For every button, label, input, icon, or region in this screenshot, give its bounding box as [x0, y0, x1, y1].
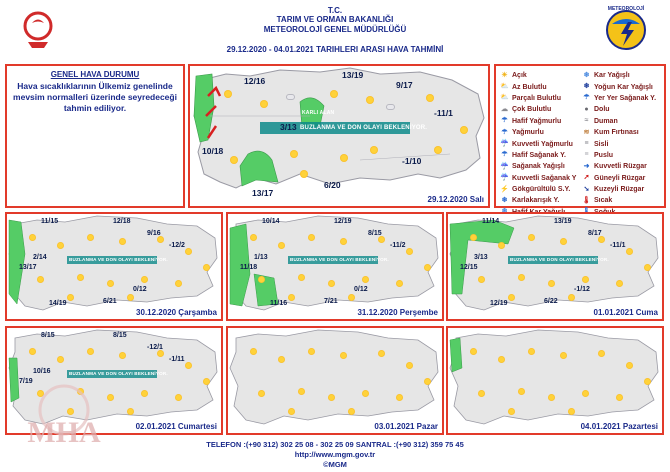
legend-item: ☂ Yağmurlu: [501, 128, 544, 137]
legend-item: ☂ Hafif Sağanak Y.: [501, 151, 566, 159]
temperature-label: -1/11: [169, 356, 185, 363]
header-directorate: METEOROLOJİ GENEL MÜDÜRLÜĞÜ: [263, 25, 407, 34]
sun-icon: [598, 236, 605, 243]
sun-icon: [508, 408, 515, 415]
frost-warning: BUZLANMA VE DON OLAYI BEKLENİYOR.: [69, 371, 168, 376]
sun-icon: [348, 294, 355, 301]
sun-icon: [378, 236, 385, 243]
sun-icon: [260, 100, 268, 108]
snow-area-label: KARLI ALAN: [302, 110, 335, 116]
north-wind-icon: ➘: [583, 185, 590, 193]
sun-icon: [141, 390, 148, 397]
legend-item: ➘ Kuzeyli Rüzgar: [583, 185, 645, 194]
main-temp: 13/19: [342, 70, 364, 80]
footer-copyright: ©MGM: [323, 460, 347, 469]
forecast-map-panel: [446, 326, 664, 435]
temperature-label: 10/14: [262, 218, 280, 225]
sun-icon: [230, 156, 238, 164]
temperature-label: 0/12: [354, 286, 368, 293]
heavy-snow-icon: ❄: [583, 83, 590, 91]
sun-icon: [185, 362, 192, 369]
sun-icon: [157, 236, 164, 243]
legend-item: ☀ Açık: [501, 71, 527, 80]
sun-icon: [616, 280, 623, 287]
legend-item: ≡ Puslu: [582, 150, 656, 161]
forecast-date-label: 01.01.2021 Cuma: [593, 308, 658, 317]
legend-column-2: [582, 70, 656, 218]
temperature-label: -12/1: [147, 344, 163, 351]
turkey-map: [228, 328, 446, 437]
legend-item: ≡ Sisli: [582, 138, 656, 149]
sun-icon: ☀: [501, 71, 508, 79]
sun-icon: [626, 248, 633, 255]
sun-icon: [57, 242, 64, 249]
sun-icon: [644, 264, 651, 271]
legend-item: ❄ Kar Yağışlı: [583, 71, 630, 80]
sun-icon: [568, 408, 575, 415]
sun-icon: [175, 280, 182, 287]
sun-icon: [185, 248, 192, 255]
hot-icon: 🌡: [582, 196, 591, 204]
sun-icon: [362, 276, 369, 283]
legend-panel: [494, 64, 666, 208]
header-tc: T.C.: [327, 6, 343, 15]
light-shower-icon: ☂: [501, 151, 508, 159]
main-temp: -11/1: [434, 108, 453, 118]
main-temp: -1/10: [402, 156, 422, 166]
temperature-label: 11/14: [482, 218, 500, 225]
sun-icon: [426, 94, 434, 102]
sun-icon: [560, 238, 567, 245]
sun-icon: [250, 234, 257, 241]
turkey-map: [7, 214, 225, 323]
cloud-icon: [386, 104, 395, 110]
sun-icon: [626, 362, 633, 369]
forecast-date-label: 04.01.2021 Pazartesi: [580, 422, 658, 431]
sun-icon: [340, 238, 347, 245]
sun-icon: [434, 146, 442, 154]
snow-icon: ❄: [583, 71, 590, 79]
scattered-shower-icon: ☂: [583, 94, 590, 102]
sun-icon: [378, 350, 385, 357]
sun-icon: [582, 390, 589, 397]
forecast-date-label: 31.12.2020 Perşembe: [357, 308, 438, 317]
sun-icon: [29, 234, 36, 241]
svg-text:MHA: MHA: [27, 416, 101, 449]
frost-warning: BUZLANMA VE DON OLAYI BEKLENİYOR.: [290, 257, 389, 262]
sun-icon: [568, 294, 575, 301]
sun-icon: [288, 408, 295, 415]
legend-item: ❄ Yoğun Kar Yağışlı: [583, 83, 653, 91]
sun-icon: [203, 378, 210, 385]
sun-icon: [548, 394, 555, 401]
sun-icon: [258, 276, 265, 283]
sun-icon: [328, 280, 335, 287]
temperature-label: 12/19: [490, 300, 508, 307]
temperature-label: 11/15: [41, 218, 59, 225]
temperature-label: 8/15: [41, 332, 55, 339]
sun-icon: [107, 280, 114, 287]
shower-icon: ☔: [500, 162, 509, 170]
partly-cloudy-icon: ⛅: [500, 94, 509, 102]
legend-item: 🌡 Sıcak: [582, 196, 613, 205]
sun-icon: [250, 348, 257, 355]
hail-icon: ●: [584, 105, 589, 113]
general-weather-panel: [5, 64, 185, 208]
general-weather-text: Hava sıcaklıklarının Ülkemiz genelinde mevsim normalleri üzerinde seyredeceği tahmin ediliyor.: [13, 81, 177, 113]
header-ministry: TARIM VE ORMAN BAKANLIĞI: [276, 15, 394, 24]
sun-icon: [328, 394, 335, 401]
temperature-label: 12/15: [460, 264, 478, 271]
sun-icon: [518, 274, 525, 281]
legend-column-1: [500, 70, 576, 218]
sun-icon: [87, 234, 94, 241]
sandstorm-icon: ≋: [583, 128, 590, 136]
forecast-map-panel: [5, 212, 223, 321]
legend-item: ☂ Hafif Yağmurlu: [501, 117, 562, 125]
forecast-map-panel: [226, 212, 444, 321]
sun-icon: [424, 378, 431, 385]
sun-icon: [478, 276, 485, 283]
temperature-label: 11/16: [270, 300, 288, 307]
sun-icon: [396, 394, 403, 401]
sun-icon: [644, 378, 651, 385]
forecast-date-label: 03.01.2021 Pazar: [374, 422, 438, 431]
heavy-rain-icon: ☔: [500, 140, 509, 148]
temperature-label: 7/21: [324, 298, 338, 305]
sun-icon: [175, 394, 182, 401]
smoke-icon: ≈: [584, 117, 589, 125]
sun-icon: [478, 390, 485, 397]
sun-icon: [203, 264, 210, 271]
sun-icon: [340, 154, 348, 162]
temperature-label: 12/18: [113, 218, 131, 225]
sun-icon: [77, 274, 84, 281]
temperature-label: 3/13: [474, 254, 488, 261]
temperature-label: -11/2: [390, 242, 406, 249]
haze-icon: ≡: [584, 151, 589, 159]
forecast-map-panel: [226, 326, 444, 435]
legend-item: ● Dolu: [582, 104, 656, 115]
sun-icon: [258, 390, 265, 397]
main-map-date: 29.12.2020 Salı: [427, 195, 484, 204]
sun-icon: [518, 388, 525, 395]
legend-item: ❄ Karlakarışık Y.: [501, 196, 560, 205]
sun-icon: [340, 352, 347, 359]
temperature-label: 14/19: [49, 300, 67, 307]
sun-icon: [460, 126, 468, 134]
turkey-map-main: [190, 66, 492, 210]
main-map-panel: [188, 64, 490, 208]
temperature-label: 10/16: [33, 368, 51, 375]
sun-icon: [127, 294, 134, 301]
legend-item: ➚ Güneyli Rüzgar: [583, 174, 646, 182]
turkey-map: [448, 328, 666, 437]
sun-icon: [598, 350, 605, 357]
sun-icon: [406, 362, 413, 369]
legend-item: ≋ Kum Fırtınası: [583, 128, 639, 137]
general-weather-title: GENEL HAVA DURUMU: [50, 70, 140, 79]
temperature-label: 7/19: [19, 378, 33, 385]
sun-icon: [278, 242, 285, 249]
sun-icon: [224, 90, 232, 98]
sun-icon: [290, 150, 298, 158]
temperature-label: 8/17: [588, 230, 602, 237]
sun-icon: [87, 348, 94, 355]
main-temp: 9/17: [396, 80, 413, 90]
legend-item: ☔ Kuvvetli Sağanak Y: [500, 174, 577, 182]
temperature-label: -12/2: [169, 242, 185, 249]
main-frost-warning: BUZLANMA VE DON OLAYI BEKLENİYOR.: [300, 125, 428, 131]
legend-item: ☔ Sağanak Yağışlı: [500, 162, 565, 171]
temperature-label: 2/14: [33, 254, 47, 261]
sun-icon: [396, 280, 403, 287]
temperature-label: 8/15: [368, 230, 382, 237]
sun-icon: [548, 280, 555, 287]
light-rain-icon: ☂: [501, 117, 508, 125]
sun-icon: [560, 352, 567, 359]
legend-item: ➜ Kuvvetli Rüzgar: [583, 162, 647, 171]
sun-icon: [37, 276, 44, 283]
main-temp: 13/17: [252, 188, 274, 198]
sun-icon: [300, 170, 308, 178]
temperature-label: 11/18: [240, 264, 258, 271]
sun-icon: [308, 234, 315, 241]
sun-icon: [498, 242, 505, 249]
temperature-label: 13/17: [19, 264, 37, 271]
sun-icon: [298, 388, 305, 395]
temperature-label: 13/19: [554, 218, 572, 225]
footer-phone: TELEFON :(+90 312) 302 25 08 - 302 25 09 SANTRAL :(+90 312) 359 75 45: [206, 440, 464, 449]
frost-warning: BUZLANMA VE DON OLAYI BEKLENİYOR.: [510, 257, 609, 262]
legend-item: ≈ Duman: [582, 116, 656, 127]
sun-icon: [370, 146, 378, 154]
temperature-label: 1/13: [254, 254, 268, 261]
sun-icon: [330, 90, 338, 98]
temperature-label: -1/12: [574, 286, 590, 293]
sun-icon: [528, 348, 535, 355]
sun-icon: [424, 264, 431, 271]
temperature-label: 8/15: [113, 332, 127, 339]
forecast-date-range: 29.12.2020 - 04.01.2021 TARIHLERI ARASI HAVA TAHMİNİ: [226, 45, 444, 54]
sun-icon: [29, 348, 36, 355]
main-temp: 3/13: [280, 122, 297, 132]
legend-item: ⛅ Az Bulutlu: [500, 83, 547, 91]
frost-warning: BUZLANMA VE DON OLAYI BEKLENİYOR.: [69, 257, 168, 262]
temperature-label: 6/22: [544, 298, 558, 305]
main-temp: 6/20: [324, 180, 341, 190]
sun-icon: [119, 238, 126, 245]
mha-watermark-logo-icon: [14, 380, 114, 460]
legend-item: ☁ Çok Bulutlu: [501, 105, 552, 114]
legend-item: ⛅ Parçalı Bulutlu: [500, 94, 562, 102]
legend-item: ⚡ Gökgürültülü S.Y.: [500, 185, 571, 194]
sun-icon: [470, 348, 477, 355]
forecast-date-label: 30.12.2020 Çarşamba: [136, 308, 217, 317]
header: [0, 0, 670, 60]
sun-icon: [67, 294, 74, 301]
temperature-label: 0/12: [133, 286, 147, 293]
cloud-icon: ☁: [501, 105, 508, 113]
sun-icon: [141, 276, 148, 283]
sun-icon: [498, 356, 505, 363]
sun-icon: [366, 96, 374, 104]
legend-item: ☔ Kuvvetli Yağmurlu: [500, 140, 573, 148]
fog-icon: ≡: [584, 140, 589, 148]
sun-icon: [470, 234, 477, 241]
forecast-date-label: 02.01.2021 Cumartesi: [135, 422, 217, 431]
temperature-label: 9/16: [147, 230, 161, 237]
sun-icon: [288, 294, 295, 301]
partly-sunny-icon: ⛅: [500, 83, 509, 91]
sun-icon: [57, 356, 64, 363]
sun-icon: [362, 390, 369, 397]
cloud-icon: [286, 94, 295, 100]
main-temp: 12/16: [244, 76, 266, 86]
sun-icon: [119, 352, 126, 359]
sun-icon: [508, 294, 515, 301]
meteorology-logo-text: METEOROLOJİ: [607, 6, 645, 12]
temperature-label: 12/19: [334, 218, 352, 225]
main-temp: 10/18: [202, 146, 224, 156]
legend-item: ☂ Yer Yer Sağanak Y.: [583, 94, 657, 102]
sun-icon: [582, 276, 589, 283]
sun-icon: [528, 234, 535, 241]
footer-url[interactable]: http://www.mgm.gov.tr: [294, 450, 376, 459]
sun-icon: [348, 408, 355, 415]
rain-icon: ☂: [501, 128, 508, 136]
turkey-map: [228, 214, 446, 323]
sun-icon: [616, 394, 623, 401]
sleet-icon: ❄: [501, 196, 508, 204]
forecast-map-panel: [446, 212, 664, 321]
sun-icon: [308, 348, 315, 355]
heavy-shower-icon: ☔: [500, 174, 509, 182]
sun-icon: [278, 356, 285, 363]
temperature-label: 6/21: [103, 298, 117, 305]
south-wind-icon: ➚: [583, 174, 590, 182]
turkey-map: [448, 214, 666, 323]
strong-wind-icon: ➜: [583, 162, 590, 170]
sun-icon: [157, 350, 164, 357]
temperature-label: -11/1: [610, 242, 626, 249]
sun-icon: [127, 408, 134, 415]
sun-icon: [298, 274, 305, 281]
sun-icon: [406, 248, 413, 255]
thunderstorm-icon: ⚡: [500, 185, 509, 193]
